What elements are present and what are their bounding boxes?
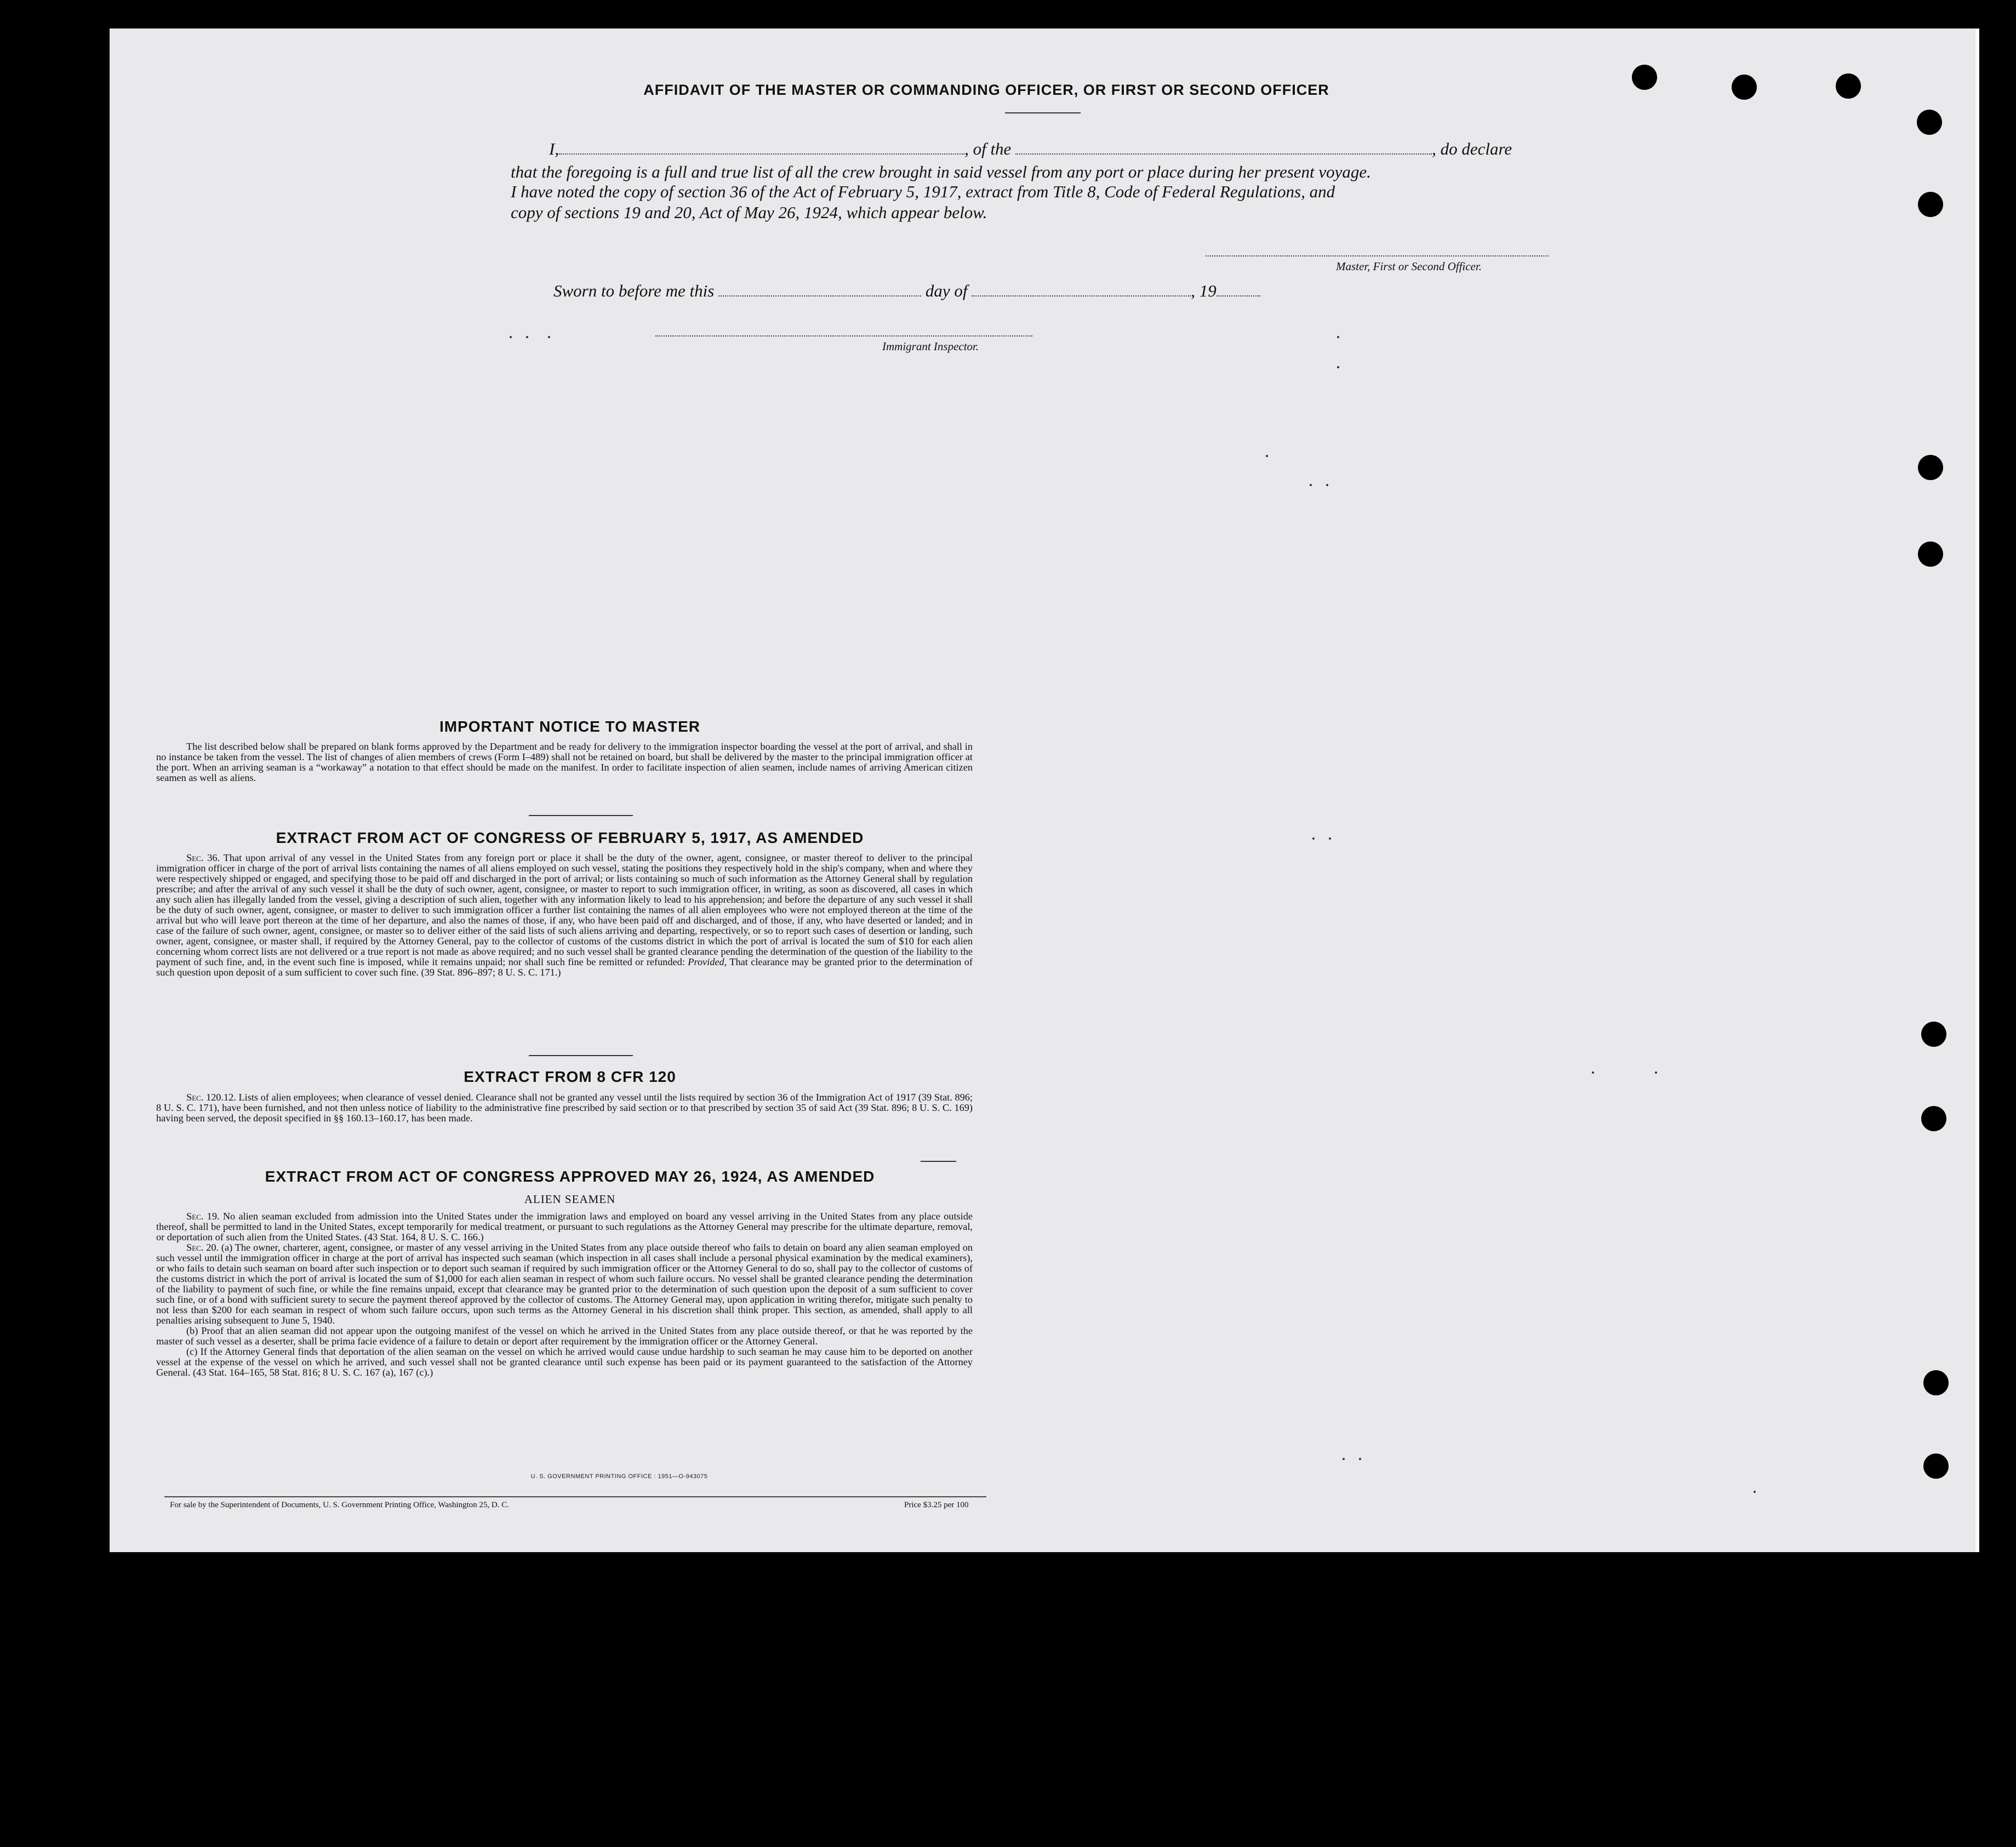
scan-speck	[510, 336, 512, 338]
punch-hole	[1732, 75, 1757, 100]
scan-speck	[1266, 455, 1268, 457]
section-rule	[529, 1055, 633, 1056]
punch-hole	[1921, 1106, 1946, 1131]
extract-cfr-text	[156, 1092, 973, 1124]
affidavit-title: AFFIDAVIT OF THE MASTER OR COMMANDING OFFICER, OR FIRST OR SECOND OFFICER	[643, 82, 1329, 98]
gpo-imprint: U. S. GOVERNMENT PRINTING OFFICE : 1951—O-943075	[530, 1473, 708, 1480]
title-rule	[1005, 112, 1081, 113]
declaration-line-2: that the foregoing is a full and true list of all the crew brought in said vessel from any port or place during her present voyage.	[511, 162, 1371, 181]
scan-speck	[1754, 1491, 1756, 1493]
extract-1917-text	[156, 853, 973, 978]
scan-speck	[1326, 484, 1328, 486]
scan-speck	[1329, 837, 1331, 840]
punch-hole	[1632, 65, 1657, 90]
footer-rule	[164, 1496, 986, 1497]
extract-1924-text	[156, 1211, 973, 1378]
extract-cfr-heading: EXTRACT FROM 8 CFR 120	[464, 1068, 676, 1085]
sec-19-text: No alien seaman excluded from admission into the United States under the immigration laws and employed on board any vessel arriving in the United States from any place outside thereof, shall be permitted to land in the United States, except temporarily for medical treatment, or pursuant to such regulations as the Attorney General may prescribe for the ultimate departure, removal, or deportation of such alien from the United States. (43 Stat. 164, 8 U. S. C. 166.)	[156, 1211, 973, 1242]
notice-text	[156, 742, 973, 783]
sec-36-label: Sec. 36.	[186, 852, 220, 863]
sworn-year: , 19	[1191, 281, 1217, 300]
provided-word: Provided,	[688, 956, 727, 967]
notice-paragraph: The list described below shall be prepared on blank forms approved by the Department and be ready for delivery to the immigration inspector boarding the vessel at the port of arrival, and shall in no instance be taken from the vessel. The list of changes of alien members of crews (Form I–489) shall not be retained on board, but shall be delivered by the master to the principal immigration officer at the port. When an arriving seaman is a “workaway” a notation to that effect should be made on the manifest. In order to facilitate inspection of alien seamen, include names of arriving American citizen seamen as well as aliens.	[156, 741, 973, 783]
alien-seamen-subheading: ALIEN SEAMEN	[524, 1193, 616, 1206]
punch-hole	[1923, 1453, 1949, 1479]
section-rule	[921, 1161, 956, 1162]
sec-20c-text: (c) If the Attorney General finds that deportation of the alien seaman on the vessel on which he arrived would cause undue hardship to such seaman he may cause him to be deported on another vessel at the expense of the vessel on which he arrived, and such vessel shall not be granted clearance until such expense has been paid or its payment guaranteed to the satisfaction of the Attorney General. (43 Stat. 164–165, 58 Stat. 816; 8 U. S. C. 167 (a), 167 (c).)	[156, 1346, 973, 1378]
scan-speck	[1359, 1458, 1361, 1460]
punch-hole	[1921, 1022, 1946, 1047]
sec-19-label: Sec. 19.	[186, 1211, 220, 1222]
notice-heading: IMPORTANT NOTICE TO MASTER	[439, 718, 701, 735]
sec-120-label: Sec. 120.12.	[186, 1092, 236, 1103]
declaration-line-3: I have noted the copy of section 36 of the Act of February 5, 1917, extract from Title 8, Code of Federal Regulations, and	[511, 182, 1335, 201]
decl-i: I,	[549, 139, 559, 158]
sworn-day-of: day of	[925, 281, 968, 300]
scan-speck	[1337, 366, 1339, 368]
master-signature-line[interactable]	[1206, 255, 1549, 256]
extract-1924-heading: EXTRACT FROM ACT OF CONGRESS APPROVED MAY 26, 1924, AS AMENDED	[265, 1168, 875, 1185]
name-blank[interactable]	[559, 153, 964, 155]
punch-hole	[1918, 192, 1943, 217]
scan-speck	[1592, 1071, 1594, 1074]
punch-hole	[1923, 1370, 1949, 1395]
declaration-line-1	[511, 139, 1552, 159]
scan-speck	[1343, 1458, 1345, 1460]
sworn-year-blank[interactable]	[1217, 295, 1260, 297]
extract-1917-heading: EXTRACT FROM ACT OF CONGRESS OF FEBRUARY 5, 1917, AS AMENDED	[276, 829, 864, 846]
price-notice: Price $3.25 per 100	[904, 1501, 969, 1509]
scan-speck	[548, 336, 550, 338]
sec-120-text: Lists of alien employees; when clearance of vessel denied. Clearance shall not be granted any vessel until the lists required by section 36 of the Immigration Act of 1917 (39 Stat. 896; 8 U. S. C. 171), have been furnished, and not then unless notice of liability to the administrative fine prescribed by said section or to that prescribed by section 35 of said Act (39 Stat. 896; 8 U. S. C. 169) having been served, the deposit specified in §§ 160.13–160.17, has been made.	[156, 1092, 973, 1124]
master-label: Master, First or Second Officer.	[1336, 260, 1482, 273]
sec-20-label: Sec. 20.	[186, 1242, 219, 1253]
sheet-edge	[1975, 28, 1979, 1552]
sale-notice: For sale by the Superintendent of Documents, U. S. Government Printing Office, Washington 25, D. C.	[170, 1501, 509, 1509]
sworn-line	[553, 281, 1595, 301]
sec-20a-text: (a) The owner, charterer, agent, consignee, or master of any vessel arriving in the United States from any place outside thereof who fails to detain on board any alien seaman employed on such vessel until the immigration officer in charge at the port of arrival has inspected such seaman (which inspection in all cases shall include a personal physical examination by the medical examiners), or who fails to detain such seaman on board after such inspection or to deport such seaman if required by such immigration officer or the Attorney General to do so, shall pay to the collector of customs of the customs district in which the port of arrival is located the sum of $1,000 for each alien seaman in respect of whom such failure occurs. No vessel shall be granted clearance pending the determination of the liability to payment of such fine, or while the fine remains unpaid, except that clearance may be granted prior to the determination of such question upon the deposit of a sum sufficient to cover such fine, or of a bond with sufficient surety to secure the payment thereof approved by the collector of customs. The Attorney General may, upon application in writing therefor, mitigate such penalty to not less than $200 for each seaman in respect of whom such failure occurs, upon such terms as the Attorney General in his discretion shall think proper. This section, as amended, shall apply to all penalties arising subsequent to June 5, 1940.	[156, 1242, 973, 1326]
decl-of-the: , of the	[964, 139, 1012, 158]
scan-speck	[1337, 336, 1339, 338]
vessel-blank[interactable]	[1015, 153, 1432, 155]
sec-20b-text: (b) Proof that an alien seaman did not appear upon the outgoing manifest of the vessel on which he arrived in the United States from any place outside thereof, or that he was reported by the master of such vessel as a deserter, shall be prima facie evidence of a failure to detain or deport after requirement by the immigration officer or the Attorney General.	[156, 1325, 973, 1347]
decl-declare: , do declare	[1432, 139, 1512, 158]
scan-speck	[1310, 484, 1312, 486]
punch-hole	[1918, 541, 1943, 567]
punch-hole	[1918, 455, 1943, 480]
inspector-signature-line[interactable]	[655, 335, 1032, 337]
declaration-line-4: copy of sections 19 and 20, Act of May 26, 1924, which appear below.	[511, 203, 987, 222]
section-rule	[529, 815, 633, 816]
sec-36-text-end: That clearance may be granted prior to the determination of such question upon deposit of a sum sufficient to cover such fine. (39 Stat. 896–897; 8 U. S. C. 171.)	[156, 956, 973, 978]
scan-speck	[526, 336, 528, 338]
punch-hole	[1917, 110, 1942, 135]
sec-36-text: That upon arrival of any vessel in the United States from any foreign port or place it shall be the duty of the owner, agent, consignee, or master thereof to deliver to the principal immigration officer in charge of the port of arrival lists containing the names of all aliens employed on such vessel, stating the positions they respectively hold in the ship's company, when and where they were respectively shipped or engaged, and specifying those to be paid off and discharged in the port of arrival; or lists containing so much of such information as the Attorney General shall by regulation prescribe; and after the arrival of any such vessel it shall be the duty of such owner, agent, consignee, or master to report to such immigration officer, in writing, as soon as discovered, all cases in which any such alien has illegally landed from the vessel, giving a description of such alien, together with any information likely to lead to his apprehension; and before the departure of any such vessel it shall be the duty of such owner, agent, consignee, or master to deliver to such immigration officer a further list containing the names of all alien employees who were not employed thereon at the time of the arrival but who will leave port thereon at the time of her departure, and also the names of those, if any, who have been paid off and discharged, and of those, if any, who have deserted or landed; and in case of the failure of such owner, agent, consignee, or master so to deliver either of the said lists of such aliens arriving and departing, respectively, or so to report such cases of desertion or landing, such owner, agent, consignee, or master shall, if required by the Attorney General, pay to the collector of customs of the customs district in which the port of arrival is located the sum of $10 for each alien concerning whom correct lists are not delivered or a true report is not made as above required; and no such vessel shall be granted clearance pending the determination of the question of the liability to the payment of such fine, and, in the event such fine is imposed, while it remains unpaid; nor shall such fine be remitted or refunded:	[156, 852, 973, 967]
inspector-label: Immigrant Inspector.	[882, 340, 979, 353]
punch-hole	[1836, 73, 1861, 99]
scan-speck	[1312, 837, 1315, 840]
sworn-month-blank[interactable]	[972, 295, 1191, 297]
scan-speck	[1655, 1071, 1657, 1074]
sworn-day-blank[interactable]	[718, 295, 921, 297]
sworn-prefix: Sworn to before me this	[553, 281, 715, 300]
